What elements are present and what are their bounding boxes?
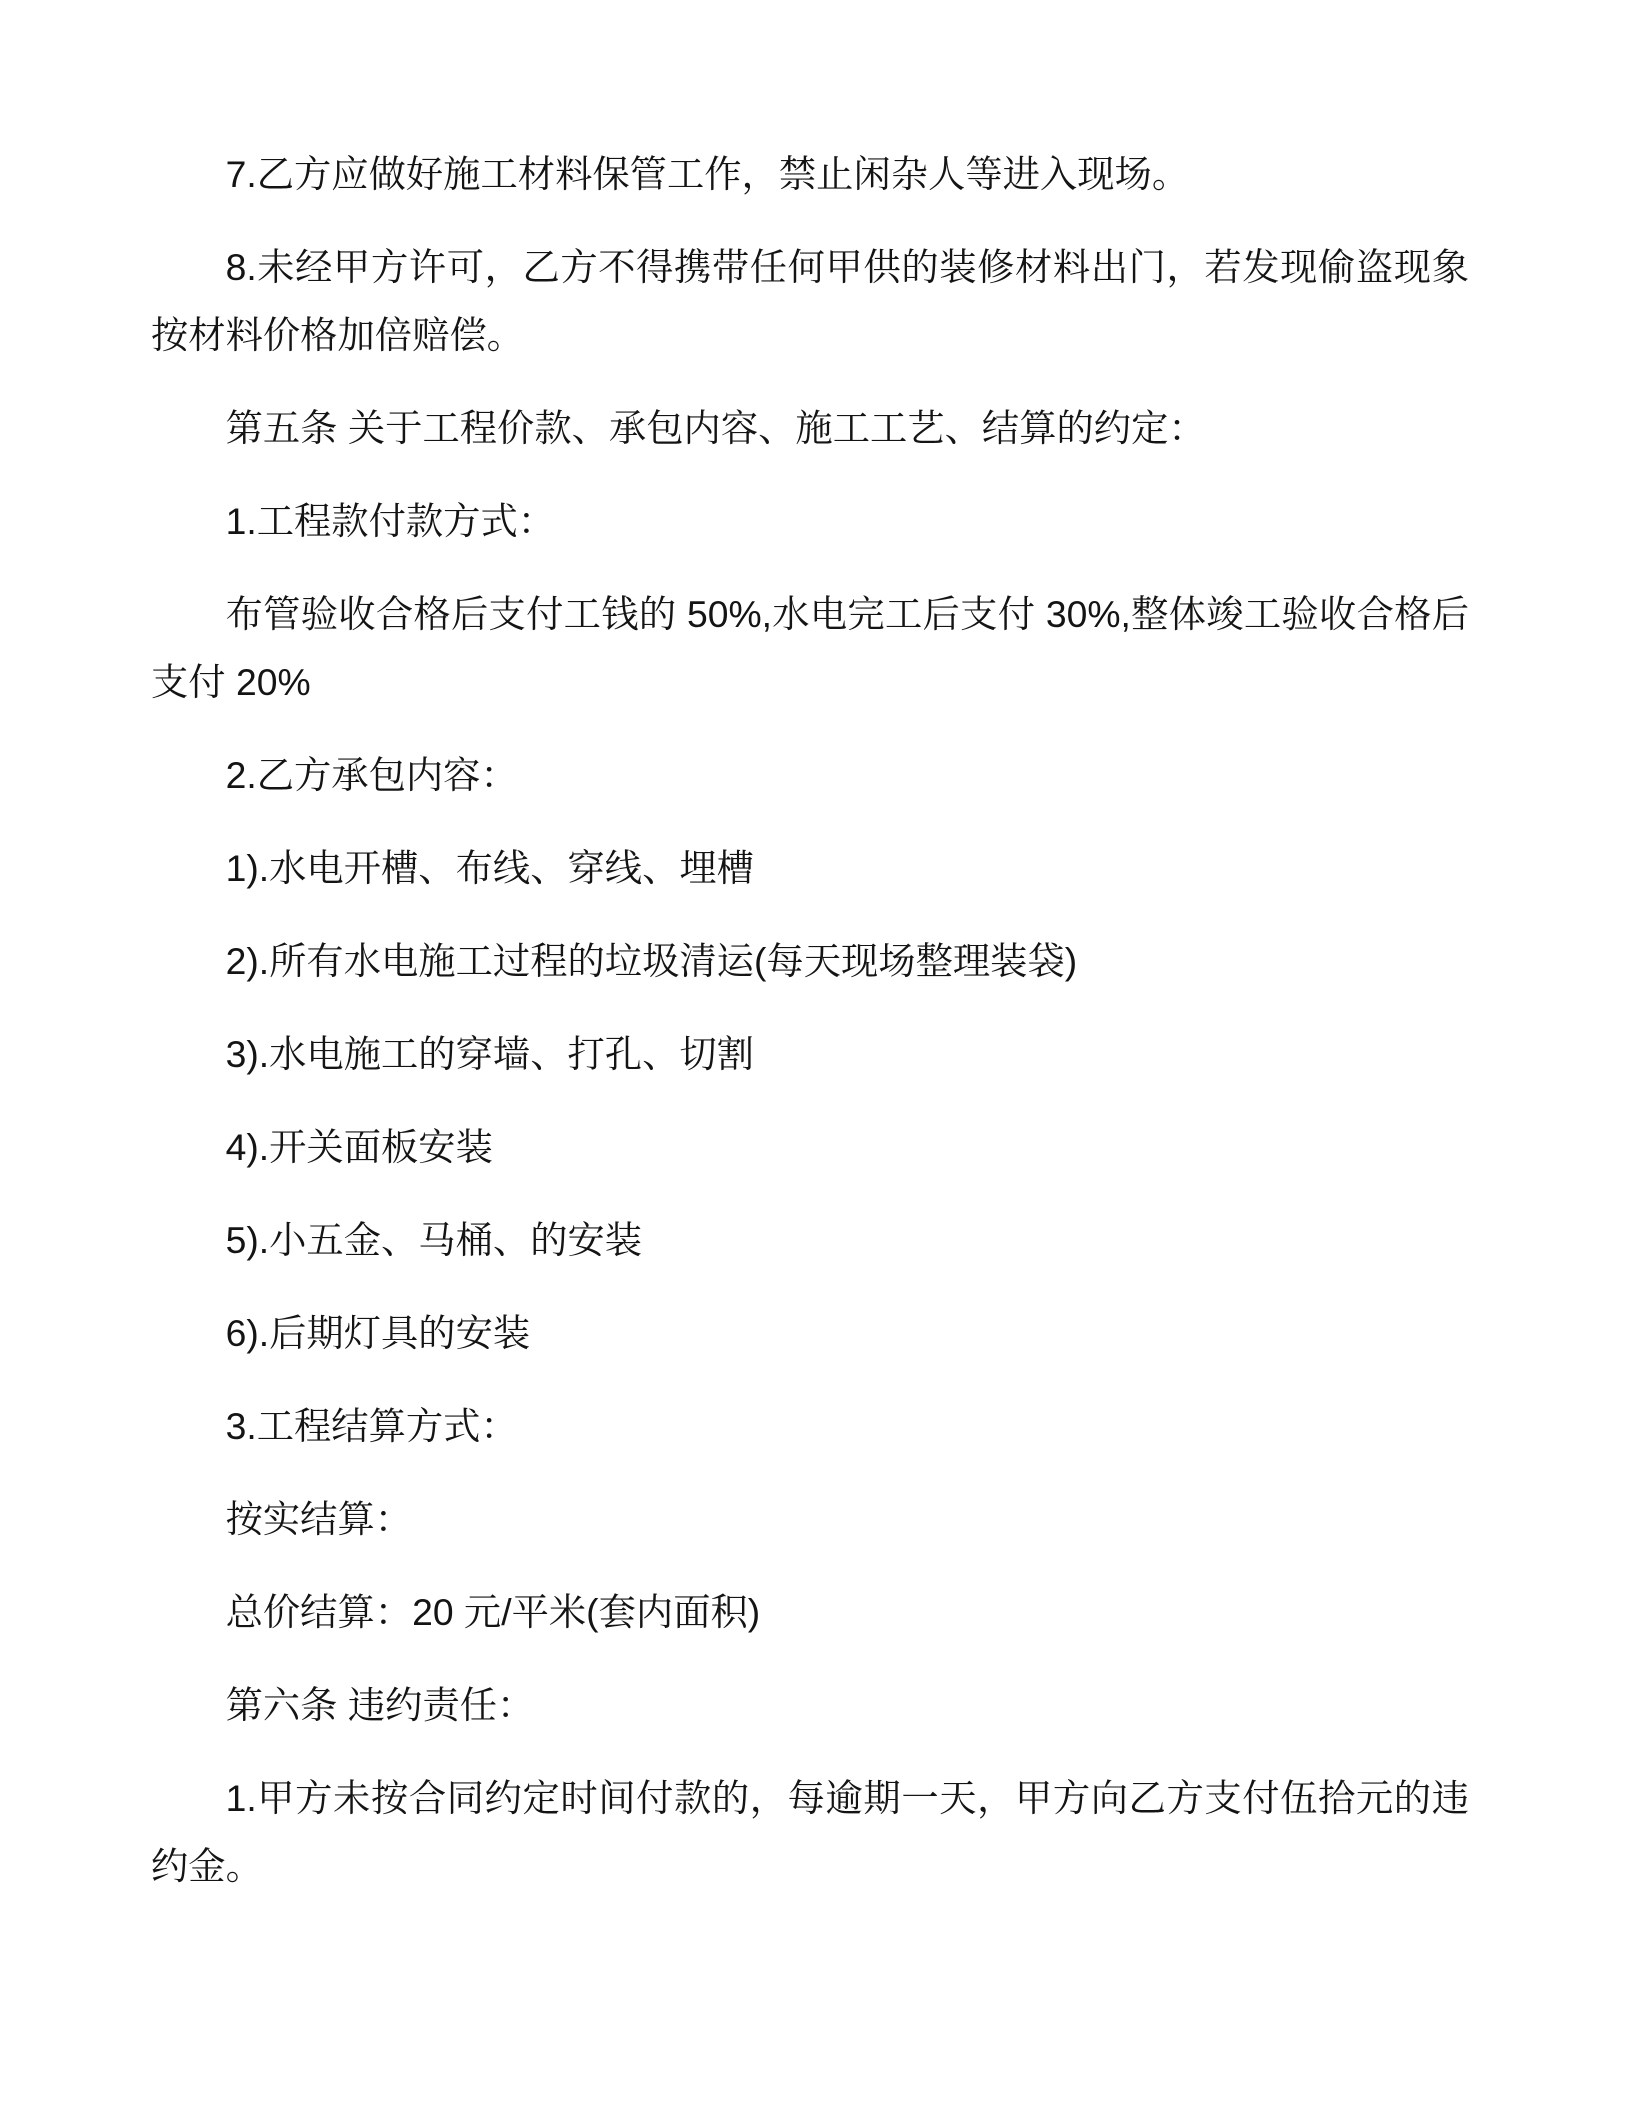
- paragraph-line: 7.乙方应做好施工材料保管工作，禁止闲杂人等进入现场。: [225, 153, 1190, 195]
- paragraph-line: 5).小五金、马桶、的安装: [225, 1219, 643, 1261]
- settlement-method-heading: [151, 1392, 1469, 1460]
- paragraph-line: 布管验收合格后支付工钱的 50%,水电完工后支付 30%,整体竣工验收合格后: [225, 593, 1469, 635]
- payment-schedule: [151, 580, 1469, 716]
- paragraph-line: 按实结算：: [225, 1498, 413, 1540]
- article-6-heading: [151, 1671, 1469, 1739]
- scope-item-1: [151, 834, 1469, 902]
- scope-item-5: [151, 1206, 1469, 1274]
- scope-item-3: [151, 1020, 1469, 1088]
- clause-8: [151, 233, 1469, 369]
- paragraph-line: 2.乙方承包内容：: [225, 754, 518, 796]
- paragraph-line: 3.工程结算方式：: [225, 1405, 518, 1447]
- paragraph-line: 第五条 关于工程价款、承包内容、施工工艺、结算的约定：: [225, 407, 1206, 449]
- scope-item-6: [151, 1299, 1469, 1367]
- paragraph-line: 1.甲方未按合同约定时间付款的，每逾期一天，甲方向乙方支付伍拾元的违: [225, 1777, 1469, 1819]
- scope-item-2: [151, 927, 1469, 995]
- paragraph-line: 1).水电开槽、布线、穿线、埋槽: [225, 847, 754, 889]
- settlement-actual: [151, 1485, 1469, 1553]
- paragraph-line: 8.未经甲方许可，乙方不得携带任何甲供的装修材料出门，若发现偷盗现象: [225, 246, 1469, 288]
- paragraph-line: 约金。: [151, 1845, 263, 1887]
- payment-method-heading: [151, 487, 1469, 555]
- breach-clause-1: [151, 1764, 1469, 1900]
- paragraph-line: 1.工程款付款方式：: [225, 500, 556, 542]
- paragraph-line: 支付 20%: [151, 661, 311, 703]
- paragraph-line: 第六条 违约责任：: [225, 1684, 535, 1726]
- clause-7: [151, 140, 1469, 208]
- paragraph-line: 3).水电施工的穿墙、打孔、切割: [225, 1033, 754, 1075]
- paragraph-line: 按材料价格加倍赔偿。: [151, 314, 524, 356]
- paragraph-line: 4).开关面板安装: [225, 1126, 493, 1168]
- scope-item-4: [151, 1113, 1469, 1181]
- document-body: [151, 140, 1469, 1925]
- settlement-total-price: [151, 1578, 1469, 1646]
- contract-scope-heading: [151, 741, 1469, 809]
- article-5-heading: [151, 394, 1469, 462]
- paragraph-line: 2).所有水电施工过程的垃圾清运(每天现场整理装袋): [225, 940, 1078, 982]
- paragraph-line: 6).后期灯具的安装: [225, 1312, 531, 1354]
- paragraph-line: 总价结算：20 元/平米(套内面积): [225, 1591, 761, 1633]
